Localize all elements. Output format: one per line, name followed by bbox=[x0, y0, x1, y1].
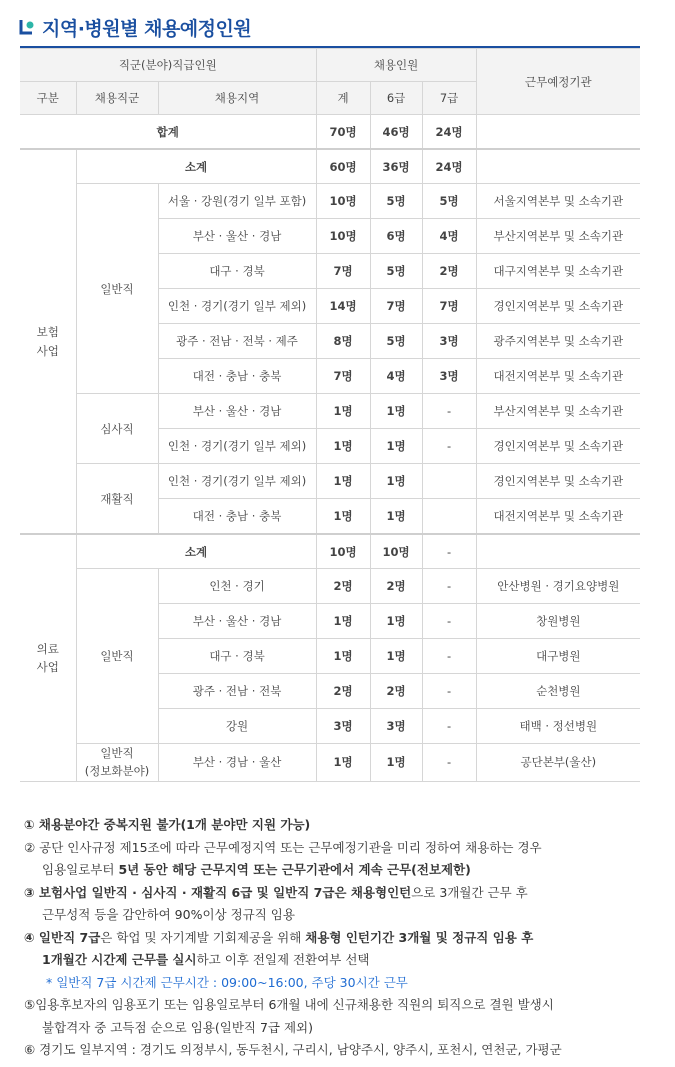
g7-cell: - bbox=[422, 604, 476, 639]
agency-cell: 경인지역본부 및 소속기관 bbox=[476, 429, 640, 464]
total-cell: 1명 bbox=[316, 429, 370, 464]
header-total: 계 bbox=[316, 82, 370, 115]
total-cell: 8명 bbox=[316, 324, 370, 359]
medical-subtotal-agency bbox=[476, 534, 640, 569]
total-cell: 1명 bbox=[316, 744, 370, 782]
g6-cell: 1명 bbox=[370, 744, 422, 782]
note-2: ② 공단 인사규정 제15조에 따라 근무예정지역 또는 근무예정기관을 미리 정하여 채용하는 경우 bbox=[24, 839, 542, 855]
g6-cell: 1명 bbox=[370, 464, 422, 499]
agency-cell: 창원병원 bbox=[476, 604, 640, 639]
insurance-subtotal-label: 소계 bbox=[76, 149, 316, 184]
agency-cell: 대구지역본부 및 소속기관 bbox=[476, 254, 640, 289]
header-region: 채용지역 bbox=[158, 82, 316, 115]
insurance-subtotal-agency bbox=[476, 149, 640, 184]
g6-cell: 7명 bbox=[370, 289, 422, 324]
table-row bbox=[20, 184, 640, 219]
insurance-subtotal-g6: 36명 bbox=[370, 149, 422, 184]
g7-cell: 4명 bbox=[422, 219, 476, 254]
table-row bbox=[20, 464, 640, 499]
total-cell: 7명 bbox=[316, 254, 370, 289]
region-cell: 인천 · 경기 bbox=[158, 569, 316, 604]
grand-total-agency bbox=[476, 115, 640, 150]
g7-cell bbox=[422, 464, 476, 499]
note-2-cont: 임용일로부터 5년 동안 해당 근무지역 또는 근무기관에서 계속 근무(전보제한) bbox=[42, 862, 471, 877]
agency-cell: 부산지역본부 및 소속기관 bbox=[476, 219, 640, 254]
region-cell: 대전 · 충남 · 충북 bbox=[158, 499, 316, 535]
g6-cell: 5명 bbox=[370, 184, 422, 219]
g6-cell: 1명 bbox=[370, 429, 422, 464]
header-group-jobs: 직군(분야)직급인원 bbox=[20, 49, 316, 82]
region-cell: 서울 · 강원(경기 일부 포함) bbox=[158, 184, 316, 219]
agency-cell: 안산병원 · 경기요양병원 bbox=[476, 569, 640, 604]
note-5: ⑤임용후보자의 임용포기 또는 임용일로부터 6개월 내에 신규채용한 직원의 퇴직으로 결원 발생시 bbox=[24, 997, 554, 1012]
g7-cell: - bbox=[422, 394, 476, 429]
g6-cell: 5명 bbox=[370, 254, 422, 289]
medical-general-label: 일반직 bbox=[76, 569, 158, 744]
g6-cell: 3명 bbox=[370, 709, 422, 744]
insurance-subtotal-row bbox=[20, 149, 640, 184]
total-cell: 1명 bbox=[316, 499, 370, 535]
region-cell: 대구 · 경북 bbox=[158, 639, 316, 674]
total-cell: 2명 bbox=[316, 674, 370, 709]
note-4-cont: 1개월간 시간제 근무를 실시하고 이후 전일제 전환여부 선택 bbox=[42, 952, 370, 967]
page-title: 지역·병원별 채용예정인원 bbox=[42, 17, 252, 40]
header-job: 채용직군 bbox=[76, 82, 158, 115]
total-cell: 1명 bbox=[316, 639, 370, 674]
g7-cell: 7명 bbox=[422, 289, 476, 324]
total-cell: 7명 bbox=[316, 359, 370, 394]
region-cell: 인천 · 경기(경기 일부 제외) bbox=[158, 464, 316, 499]
insurance-subtotal-total: 60명 bbox=[316, 149, 370, 184]
grand-total-total: 70명 bbox=[316, 115, 370, 150]
agency-cell: 경인지역본부 및 소속기관 bbox=[476, 289, 640, 324]
header-g6: 6급 bbox=[370, 82, 422, 115]
agency-cell: 대전지역본부 및 소속기관 bbox=[476, 359, 640, 394]
grand-total-g7: 24명 bbox=[422, 115, 476, 150]
agency-cell: 대구병원 bbox=[476, 639, 640, 674]
header-agency: 근무예정기관 bbox=[476, 49, 640, 115]
total-cell: 1명 bbox=[316, 464, 370, 499]
medical-subtotal-label: 소계 bbox=[76, 534, 316, 569]
total-cell: 10명 bbox=[316, 219, 370, 254]
note-4: ④ 일반직 7급은 학업 및 자기계발 기회제공을 위해 채용형 인턴기간 3개월 및 정규직 임용 후 bbox=[24, 929, 534, 945]
g7-cell: 5명 bbox=[422, 184, 476, 219]
g7-cell: 2명 bbox=[422, 254, 476, 289]
agency-cell: 광주지역본부 및 소속기관 bbox=[476, 324, 640, 359]
g7-cell: - bbox=[422, 674, 476, 709]
table-row bbox=[20, 744, 640, 782]
g6-cell: 2명 bbox=[370, 674, 422, 709]
note-4-star: * 일반직 7급 시간제 근무시간 : 09:00~16:00, 주당 30시간 근무 bbox=[46, 974, 408, 990]
agency-cell: 대전지역본부 및 소속기관 bbox=[476, 499, 640, 535]
total-cell: 10명 bbox=[316, 184, 370, 219]
total-cell: 1명 bbox=[316, 604, 370, 639]
agency-cell: 서울지역본부 및 소속기관 bbox=[476, 184, 640, 219]
agency-cell: 부산지역본부 및 소속기관 bbox=[476, 394, 640, 429]
insurance-general-label: 일반직 bbox=[76, 184, 158, 394]
insurance-rehab-label: 재활직 bbox=[76, 464, 158, 535]
insurance-review-label: 심사직 bbox=[76, 394, 158, 464]
g7-cell: 3명 bbox=[422, 359, 476, 394]
g7-cell bbox=[422, 499, 476, 535]
g6-cell: 1명 bbox=[370, 604, 422, 639]
g7-cell: 3명 bbox=[422, 324, 476, 359]
medical-info-label: 일반직 (정보화분야) bbox=[76, 744, 158, 782]
header-row-1 bbox=[20, 49, 640, 82]
grand-total-label: 합계 bbox=[20, 115, 316, 150]
total-cell: 3명 bbox=[316, 709, 370, 744]
g7-cell: - bbox=[422, 429, 476, 464]
header-group-hire: 채용인원 bbox=[316, 49, 476, 82]
note-1: ① 채용분야간 중복지원 불가(1개 분야만 지원 가능) bbox=[24, 817, 311, 832]
g7-cell: - bbox=[422, 639, 476, 674]
agency-cell: 공단본부(울산) bbox=[476, 744, 640, 782]
region-cell: 부산 · 울산 · 경남 bbox=[158, 604, 316, 639]
medical-subtotal-g6: 10명 bbox=[370, 534, 422, 569]
hiring-table bbox=[20, 48, 640, 782]
medical-subtotal-total: 10명 bbox=[316, 534, 370, 569]
g6-cell: 6명 bbox=[370, 219, 422, 254]
region-cell: 부산 · 경남 · 울산 bbox=[158, 744, 316, 782]
total-cell: 2명 bbox=[316, 569, 370, 604]
note-3-cont: 근무성적 등을 감안하여 90%이상 정규직 임용 bbox=[42, 907, 295, 922]
header-g7: 7급 bbox=[422, 82, 476, 115]
region-cell: 인천 · 경기(경기 일부 제외) bbox=[158, 429, 316, 464]
note-6: ⑥ 경기도 일부지역 : 경기도 의정부시, 동두천시, 구리시, 남양주시, 양주시, 포천시, 연천군, 가평군 bbox=[24, 1042, 562, 1057]
agency-cell: 순천병원 bbox=[476, 674, 640, 709]
g7-cell: - bbox=[422, 709, 476, 744]
g6-cell: 1명 bbox=[370, 499, 422, 535]
agency-cell: 태백 · 정선병원 bbox=[476, 709, 640, 744]
grand-total-row bbox=[20, 115, 640, 150]
logo-icon bbox=[18, 18, 36, 36]
insurance-subtotal-g7: 24명 bbox=[422, 149, 476, 184]
note-5-cont: 불합격자 중 고득점 순으로 임용(일반직 7급 제외) bbox=[42, 1019, 313, 1035]
g6-cell: 4명 bbox=[370, 359, 422, 394]
region-cell: 부산 · 울산 · 경남 bbox=[158, 394, 316, 429]
title-row bbox=[18, 12, 251, 42]
g6-cell: 2명 bbox=[370, 569, 422, 604]
region-cell: 인천 · 경기(경기 일부 제외) bbox=[158, 289, 316, 324]
region-cell: 대전 · 충남 · 충북 bbox=[158, 359, 316, 394]
g7-cell: - bbox=[422, 569, 476, 604]
region-cell: 대구 · 경북 bbox=[158, 254, 316, 289]
medical-subtotal-row bbox=[20, 534, 640, 569]
region-cell: 광주 · 전남 · 전북 bbox=[158, 674, 316, 709]
total-cell: 14명 bbox=[316, 289, 370, 324]
table-row bbox=[20, 394, 640, 429]
region-cell: 강원 bbox=[158, 709, 316, 744]
grand-total-g6: 46명 bbox=[370, 115, 422, 150]
note-3: ③ 보험사업 일반직 · 심사직 · 재활직 6급 및 일반직 7급은 채용형인턴으로 3개월간 근무 후 bbox=[24, 884, 528, 900]
region-cell: 부산 · 울산 · 경남 bbox=[158, 219, 316, 254]
g6-cell: 1명 bbox=[370, 394, 422, 429]
region-cell: 광주 · 전남 · 전북 · 제주 bbox=[158, 324, 316, 359]
total-cell: 1명 bbox=[316, 394, 370, 429]
g6-cell: 1명 bbox=[370, 639, 422, 674]
table-row bbox=[20, 569, 640, 604]
g7-cell: - bbox=[422, 744, 476, 782]
medical-label: 의료 사업 bbox=[20, 534, 76, 781]
g6-cell: 5명 bbox=[370, 324, 422, 359]
insurance-label: 보험 사업 bbox=[20, 149, 76, 534]
agency-cell: 경인지역본부 및 소속기관 bbox=[476, 464, 640, 499]
medical-subtotal-g7: - bbox=[422, 534, 476, 569]
notes bbox=[24, 814, 654, 1062]
header-div: 구분 bbox=[20, 82, 76, 115]
